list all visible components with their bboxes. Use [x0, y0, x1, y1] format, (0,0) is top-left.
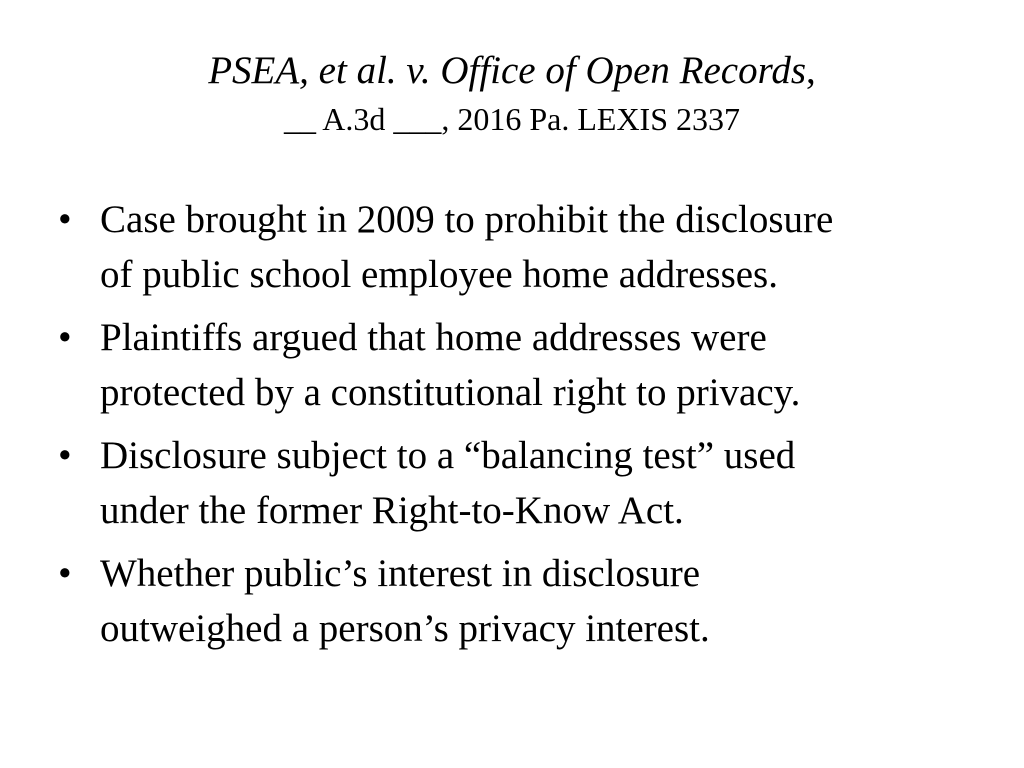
- bullet-text-line: outweighed a person’s privacy interest.: [100, 607, 710, 650]
- bullet-text-line: of public school employee home addresses.: [100, 253, 778, 296]
- bullet-dot-icon: •: [58, 198, 72, 241]
- bullet-text-line: Whether public’s interest in disclosure: [100, 552, 701, 595]
- bullet-text-line: protected by a constitutional right to privacy.: [100, 371, 801, 414]
- bullet-dot-icon: •: [58, 316, 72, 359]
- title-comma: ,: [806, 49, 816, 92]
- bullet-text-line: under the former Right-to-Know Act.: [100, 489, 684, 532]
- case-citation: __ A.3d ___, 2016 Pa. LEXIS 2337: [284, 101, 740, 137]
- title-case-name-line: [0, 46, 1024, 96]
- bullet-text-line: Case brought in 2009 to prohibit the disclosure: [100, 198, 834, 241]
- bullet-text-line: Plaintiffs argued that home addresses were: [100, 316, 767, 359]
- bullet-dot-icon: •: [58, 434, 72, 477]
- bullet-item: [58, 310, 1000, 420]
- bullet-item: [58, 192, 1000, 302]
- bullet-item: [58, 428, 1000, 538]
- bullet-text-line: Disclosure subject to a “balancing test” used: [100, 434, 796, 477]
- slide-title: [0, 46, 1024, 142]
- case-name: PSEA, et al. v. Office of Open Records: [208, 49, 807, 92]
- bullet-item: [58, 546, 1000, 656]
- bullet-dot-icon: •: [58, 552, 72, 595]
- bullet-list: [58, 192, 1000, 664]
